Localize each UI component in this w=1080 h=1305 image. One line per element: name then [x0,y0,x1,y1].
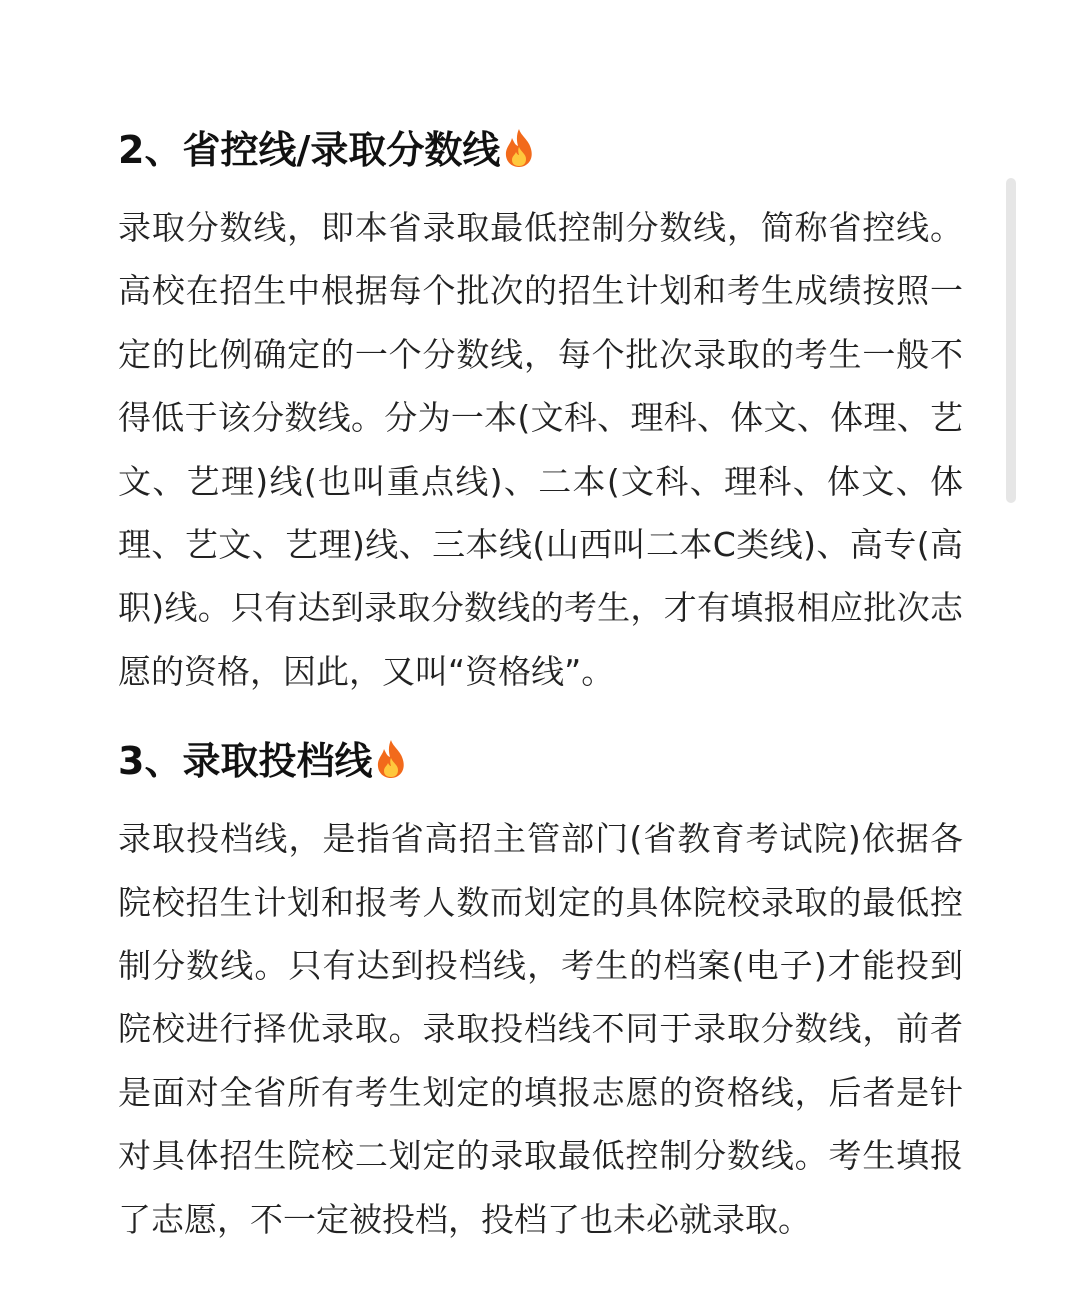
section-provincial-control-line [118,118,963,703]
article-content [118,118,963,1251]
section-heading-text: 3、录取投档线 [118,739,373,784]
section-paragraph: 录取投档线，是指省高招主管部门(省教育考试院)依据各院校招生计划和报考人数而划定的具体院校录取的最低控制分数线。只有达到投档线，考生的档案(电子)才能投到院校进行择优录取。录取投档线不同于录取分数线，前者是面对全省所有考生划定的填报志愿的资格线，后者是针对具体招生院校二划定的录取最低控制分数线。考生填报了志愿，不一定被投档，投档了也未必就录取。 [118,819,963,1239]
fire-icon [502,127,536,169]
scrollbar[interactable] [1006,178,1016,503]
section-heading-text: 2、省控线/录取分数线 [118,128,501,172]
section-heading [118,729,963,793]
fire-icon [374,738,408,780]
section-admission-filing-line [118,729,963,1251]
section-paragraph: 录取分数线，即本省录取最低控制分数线，简称省控线。高校在招生中根据每个批次的招生计划和考生成绩按照一定的比例确定的一个分数线，每个批次录取的考生一般不得低于该分数线。分为一本(文科、理科、体文、体理、艺文、艺理)线(也叫重点线)、二本(文科、理科、体文、体理、艺文、艺理)线、三本线(山西叫二本C类线)、高专(高职)线。只有达到录取分数线的考生，才有填报相应批次志愿的资格，因此，又叫“资格线”。 [118,208,963,691]
section-heading [118,118,963,182]
